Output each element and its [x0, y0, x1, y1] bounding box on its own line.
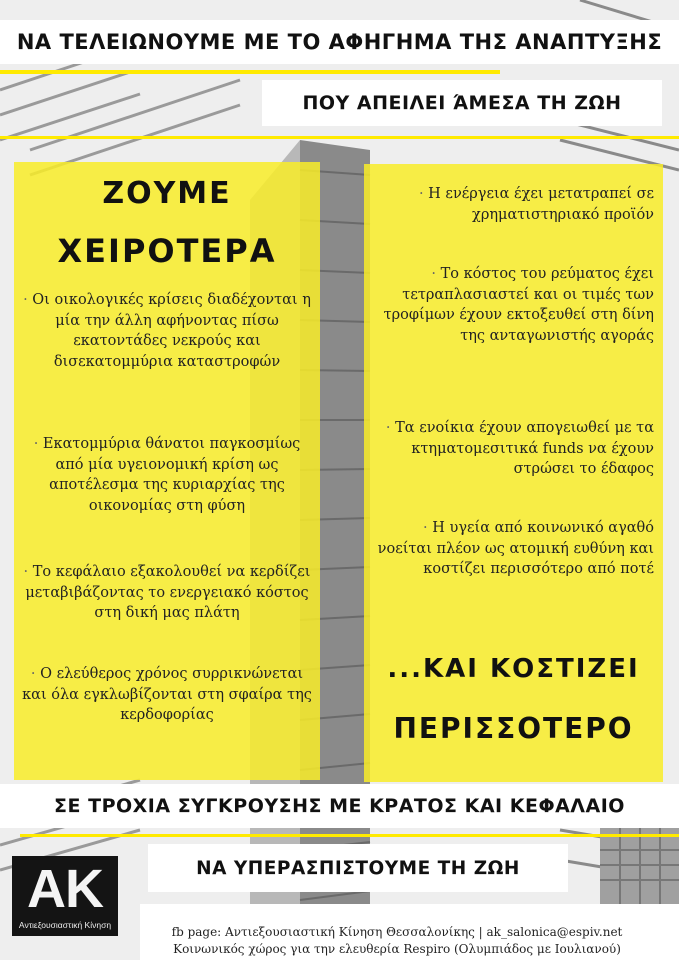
footer-contact: [122, 924, 672, 958]
right-item-text: Τα ενοίκια έχουν απογειωθεί με τα κτηματομεσιτικά funds να έχουν στρώσει το έδαφος: [395, 420, 654, 477]
yellow-divider-mid: [0, 136, 679, 139]
left-item-3: [20, 562, 314, 624]
left-panel: [14, 162, 320, 780]
right-item-text: Η υγεία από κοινωνικό αγαθό νοείται πλέον ως ατομική ευθύνη και κοστίζει περισσότερο από ποτέ: [377, 520, 654, 577]
right-item-2: [370, 264, 654, 346]
right-panel: [364, 164, 663, 782]
defend-banner: ΝΑ ΥΠΕΡΑΣΠΙΣΤΟΥΜΕ ΤΗ ΖΩΗ: [148, 844, 568, 892]
collision-banner: ΣΕ ΤΡΟΧΙΑ ΣΥΓΚΡΟΥΣΗΣ ΜΕ ΚΡΑΤΟΣ ΚΑΙ ΚΕΦΑΛΑΙΟ: [0, 784, 679, 828]
footer-line-2: Κοινωνικός χώρος για την ελευθερία Respiro (Ολυμπιάδος με Ιουλιανού): [173, 942, 621, 956]
right-item-text: Το κόστος του ρεύματος έχει τετραπλασιαστεί και οι τιμές των τροφίμων έχουν εκτοξευθεί στη δίνη της ανταγωνιστής αγοράς: [383, 266, 654, 344]
bullet-marker: ·: [431, 266, 436, 282]
left-heading-line2: ΧΕΙΡΟΤΕΡΑ: [57, 232, 277, 270]
left-item-1: [20, 290, 314, 372]
bullet-marker: ·: [385, 420, 391, 436]
bullet-marker: ·: [23, 292, 28, 308]
right-item-text: Η ενέργεια έχει μετατραπεί σε χρηματιστηριακό προϊόν: [428, 186, 654, 223]
footer-line-1: fb page: Αντιεξουσιαστική Κίνηση Θεσσαλονίκης | ak_salonica@espiv.net: [171, 925, 623, 939]
bullet-marker: ·: [418, 186, 424, 202]
logo-org-name: Αντιεξουσιαστική Κίνηση: [18, 920, 112, 930]
bullet-marker: ·: [23, 564, 29, 580]
left-item-text: Το κεφάλαιο εξακολουθεί να κερδίζει μεταβιβάζοντας το ενεργειακό κόστος στη δική μας πλάτη: [25, 564, 311, 621]
left-heading-line1: ΖΟΥΜΕ: [102, 176, 232, 211]
logo-letters: AK: [27, 859, 103, 919]
right-item-3: [370, 418, 654, 480]
left-item-text: Ο ελεύθερος χρόνος συρρικνώνεται και όλα εγκλωβίζονται στη σφαίρα της κερδοφορίας: [22, 666, 312, 723]
bullet-marker: ·: [30, 666, 36, 682]
ak-logo: [12, 856, 118, 936]
left-item-text: Οι οικολογικές κρίσεις διαδέχονται η μία την άλλη αφήνοντας πίσω εκατοντάδες νεκρούς και δισεκατομμύρια καταστροφών: [32, 292, 311, 370]
bullet-marker: ·: [423, 520, 428, 536]
right-item-4: [370, 518, 654, 580]
main-title: ΝΑ ΤΕΛΕΙΩΝΟΥΜΕ ΜΕ ΤΟ ΑΦΗΓΗΜΑ ΤΗΣ ΑΝΑΠΤΥΞΗΣ: [0, 20, 679, 64]
right-item-1: [370, 184, 654, 225]
right-heading-line2: ΠΕΡΙΣΣΟΤΕΡΟ: [393, 712, 634, 745]
yellow-divider-top: [0, 70, 500, 74]
subtitle: ΠΟΥ ΑΠΕΙΛΕΙ ΆΜΕΣΑ ΤΗ ΖΩΗ: [262, 80, 662, 126]
left-item-text: Εκατομμύρια θάνατοι παγκοσμίως από μία υγειονομική κρίση ως αποτέλεσμα της κυριαρχίας της οικονομίας στη φύση: [42, 436, 301, 514]
bullet-marker: ·: [33, 436, 39, 452]
left-item-4: [20, 664, 314, 726]
right-heading-line1: ...ΚΑΙ ΚΟΣΤΙΖΕΙ: [387, 654, 640, 684]
yellow-divider-bottom: [20, 834, 679, 837]
left-item-2: [20, 434, 314, 516]
